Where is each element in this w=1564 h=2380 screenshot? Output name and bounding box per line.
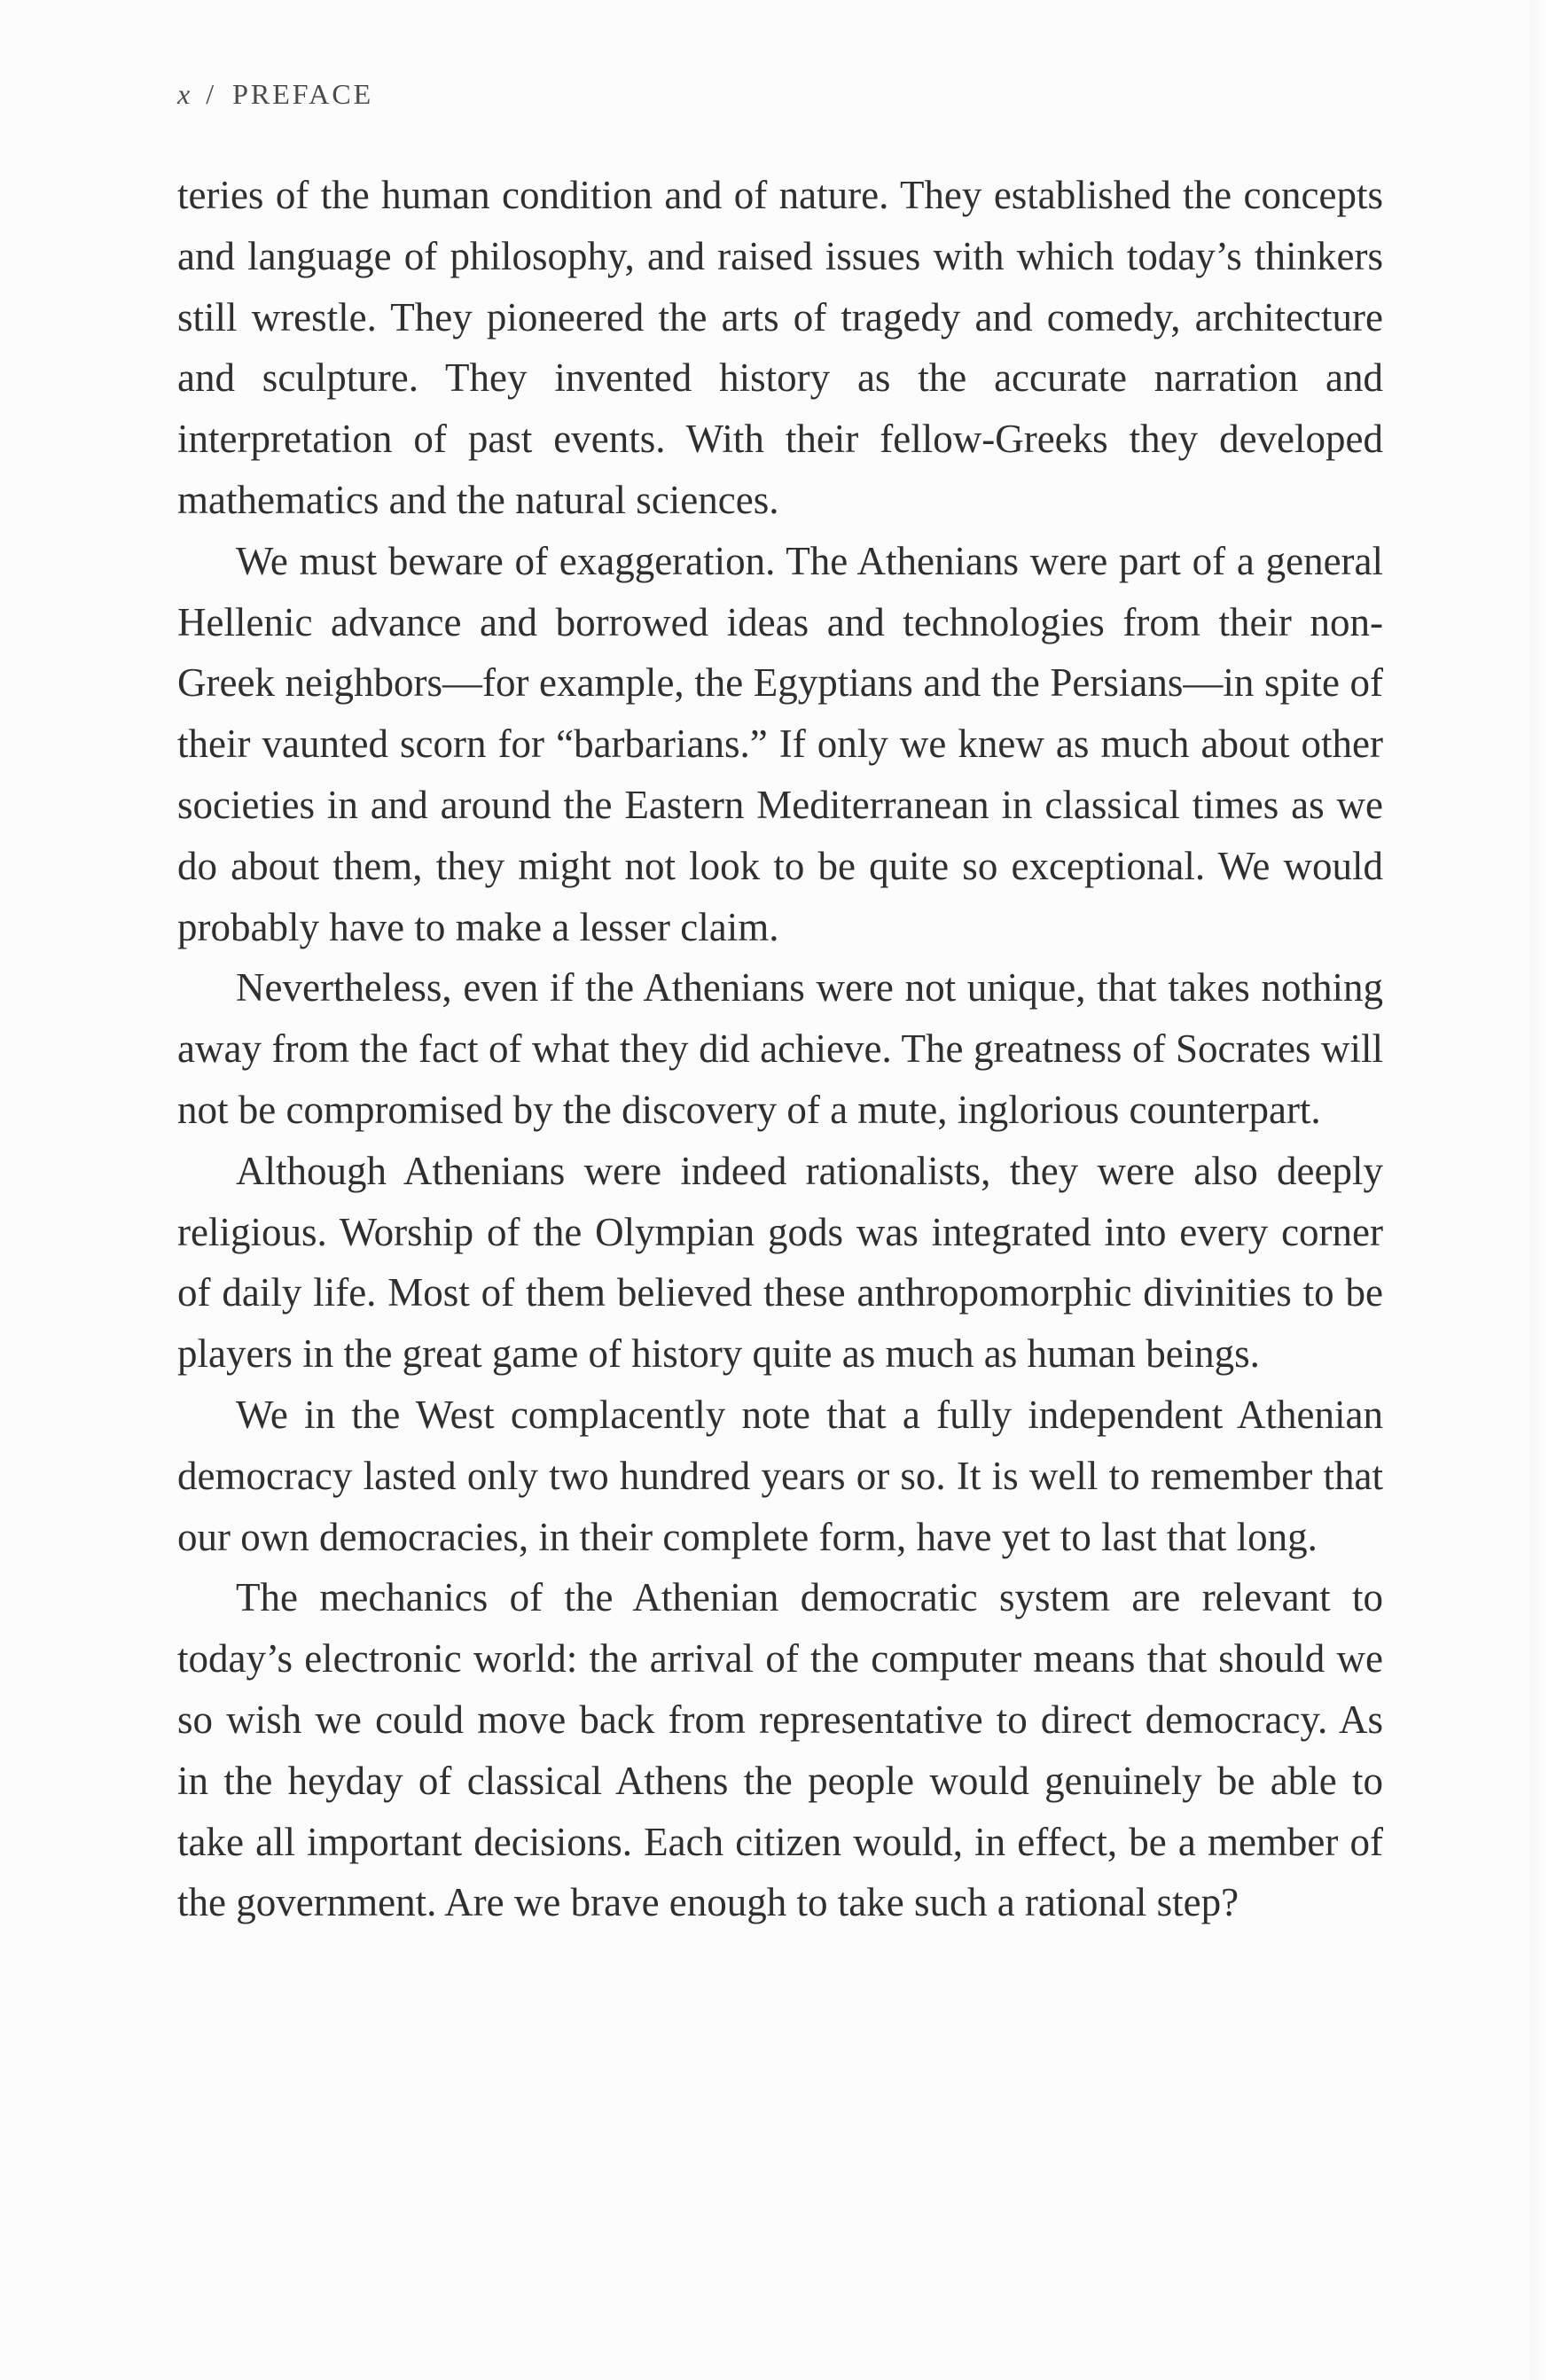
paragraph-2: We must beware of exaggeration. The Athenians were part of a general Hellenic advance and borrowed ideas and technologies from their non-Greek neighbors—for example, the Egyptians and the Persians—in spite of their vaunted scorn for “barbarians.” If only we knew as much about other societies in and around the Eastern Mediterranean in classical times as we do about them, they might not look to be quite so exceptional. We would probably have to make a lesser claim. [177,538,1383,949]
page-edge [1530,0,1564,2380]
running-head [177,78,373,111]
paragraph-1: teries of the human condition and of nature. They established the concepts and language of philosophy, and raised issues with which today’s thinkers still wrestle. They pioneered the arts of tragedy and comedy, architecture and sculpture. They invented history as the accurate narration and interpretation of past events. With their fellow-Greeks they developed mathematics and the natural sciences. [177,173,1383,522]
page-number: x [177,78,191,110]
paragraph-4: Although Athenians were indeed rationalists, they were also deeply religious. Worship of the Olympian gods was integrated into every corner of daily life. Most of them believed these anthropomorphic divinities to be players in the great game of history quite as much as human beings. [177,1148,1383,1377]
running-head-separator: / [206,78,217,110]
body-text [177,165,1383,1933]
paragraph-3: Nevertheless, even if the Athenians were not unique, that takes nothing away from the fact of what they did achieve. The greatness of Socrates will not be compromised by the discovery of a mute, inglorious counterpart. [177,965,1383,1132]
running-head-title: PREFACE [232,78,374,110]
paragraph-5: We in the West complacently note that a fully independent Athenian democracy lasted only two hundred years or so. It is well to remember that our own democracies, in their complete form, have yet to last that long. [177,1392,1383,1559]
paragraph-6: The mechanics of the Athenian democratic system are relevant to today’s electronic world: the arrival of the computer means that should we so wish we could move back from representative to direct democracy. As in the heyday of classical Athens the people would genuinely be able to take all important decisions. Each citizen would, in effect, be a member of the government. Are we brave enough to take such a rational step? [177,1575,1383,1925]
